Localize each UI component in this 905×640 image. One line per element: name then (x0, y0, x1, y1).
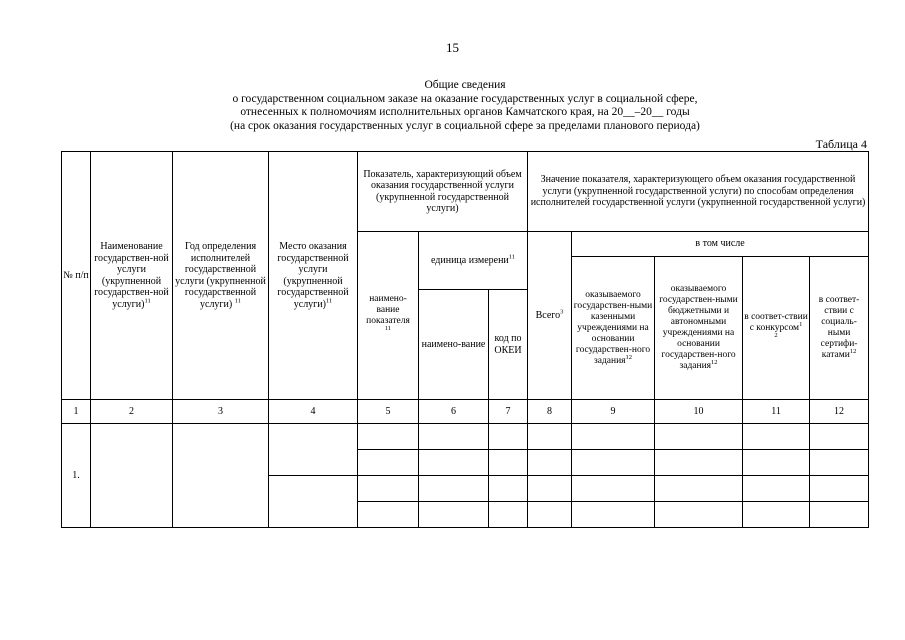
header-unit-group: единица измерени$^{11}$ (419, 232, 528, 290)
header-total: Всего$^3$ (528, 232, 572, 400)
column-number: 12 (810, 400, 869, 424)
table-cell (810, 424, 869, 450)
header-col-1: № п/п (62, 152, 91, 400)
row-number: 1. (62, 424, 91, 528)
column-number: 10 (655, 400, 743, 424)
table-cell (743, 502, 810, 528)
heading-line-3: отнесенных к полномочиям исполнительных органов Камчатского края, на 20__–20__ годы (240, 106, 690, 118)
table-cell (489, 502, 528, 528)
table-cell (655, 476, 743, 502)
column-number: 11 (743, 400, 810, 424)
table-cell (269, 424, 358, 476)
table-cell (528, 450, 572, 476)
header-unit-okei: код по ОКЕИ (489, 290, 528, 400)
table-cell (743, 424, 810, 450)
table-cell (810, 450, 869, 476)
header-budget-institutions: оказываемого государствен-ными бюджетными и автономными учреждениями на основании государствен-ного задания$^{12}$ (655, 257, 743, 400)
table-cell (269, 476, 358, 528)
table-cell (810, 502, 869, 528)
table-cell (358, 476, 419, 502)
table-cell (655, 450, 743, 476)
header-indicator-group: Показатель, характеризующий объем оказания государственной услуги (укрупненной государственной услуги) (358, 152, 528, 232)
table-cell (572, 476, 655, 502)
table-cell (528, 476, 572, 502)
header-including: в том числе (572, 232, 869, 257)
header-col-4: Место оказания государственной услуги (укрупненной государственной услуги)$^{11}$ (269, 152, 358, 400)
table-cell (419, 476, 489, 502)
table-cell (489, 424, 528, 450)
table-caption: Таблица 4 (815, 137, 867, 151)
heading-line-4: (на срок оказания государственных услуг в социальной сфере за пределами планового периода) (230, 119, 700, 132)
column-number: 6 (419, 400, 489, 424)
column-number-row (62, 400, 869, 424)
header-unit-name: наимено-вание (419, 290, 489, 400)
header-indicator-name: наимено-вание показателя $^{11}$ (358, 232, 419, 400)
column-number: 3 (173, 400, 269, 424)
column-number: 1 (62, 400, 91, 424)
table-cell (358, 502, 419, 528)
table-cell (810, 476, 869, 502)
header-value-group: Значение показателя, характеризующего объем оказания государственной услуги (укрупненной государственной услуги) по способам определения исполнителей государственной услуги (укрупненной государственной услуги) (528, 152, 869, 232)
table-row (62, 424, 869, 450)
page-number: 15 (446, 40, 459, 55)
social-order-table (61, 151, 869, 528)
column-number: 8 (528, 400, 572, 424)
table-cell (572, 424, 655, 450)
column-number: 2 (91, 400, 173, 424)
header-state-institutions: оказываемого государствен-ными казенными учреждениями на основании государствен-ного задания$^{12}$ (572, 257, 655, 400)
column-number: 9 (572, 400, 655, 424)
table-cell (91, 424, 173, 528)
table-cell (489, 476, 528, 502)
header-row-1 (62, 152, 869, 232)
column-number: 7 (489, 400, 528, 424)
document-heading (100, 79, 830, 133)
heading-title: Общие сведения (424, 79, 506, 91)
heading-line-2: о государственном социальном заказе на оказание государственных услуг в социальной сфере, (232, 92, 698, 105)
table-cell (743, 450, 810, 476)
table-cell (358, 424, 419, 450)
table-cell (358, 450, 419, 476)
table-cell (655, 424, 743, 450)
table-cell (489, 450, 528, 476)
header-col-2: Наименование государствен-ной услуги (укрупненной государствен-ной услуги)$^{11}$ (91, 152, 173, 400)
table-cell (528, 424, 572, 450)
header-certificates: в соответ-ствии с социаль-ными сертифи-катами$^{12}$ (810, 257, 869, 400)
table-cell (572, 450, 655, 476)
table-cell (419, 450, 489, 476)
table-cell (419, 502, 489, 528)
column-number: 4 (269, 400, 358, 424)
column-number: 5 (358, 400, 419, 424)
table-cell (528, 502, 572, 528)
table-cell (419, 424, 489, 450)
header-competition: в соответ-ствии с конкурсом$^1$ $^2$ (743, 257, 810, 400)
table-cell (173, 424, 269, 528)
table-cell (655, 502, 743, 528)
header-col-3: Год определения исполнителей государственной услуги (укрупненной государственной услуги) $^{11}$ (173, 152, 269, 400)
table-cell (572, 502, 655, 528)
table-cell (743, 476, 810, 502)
